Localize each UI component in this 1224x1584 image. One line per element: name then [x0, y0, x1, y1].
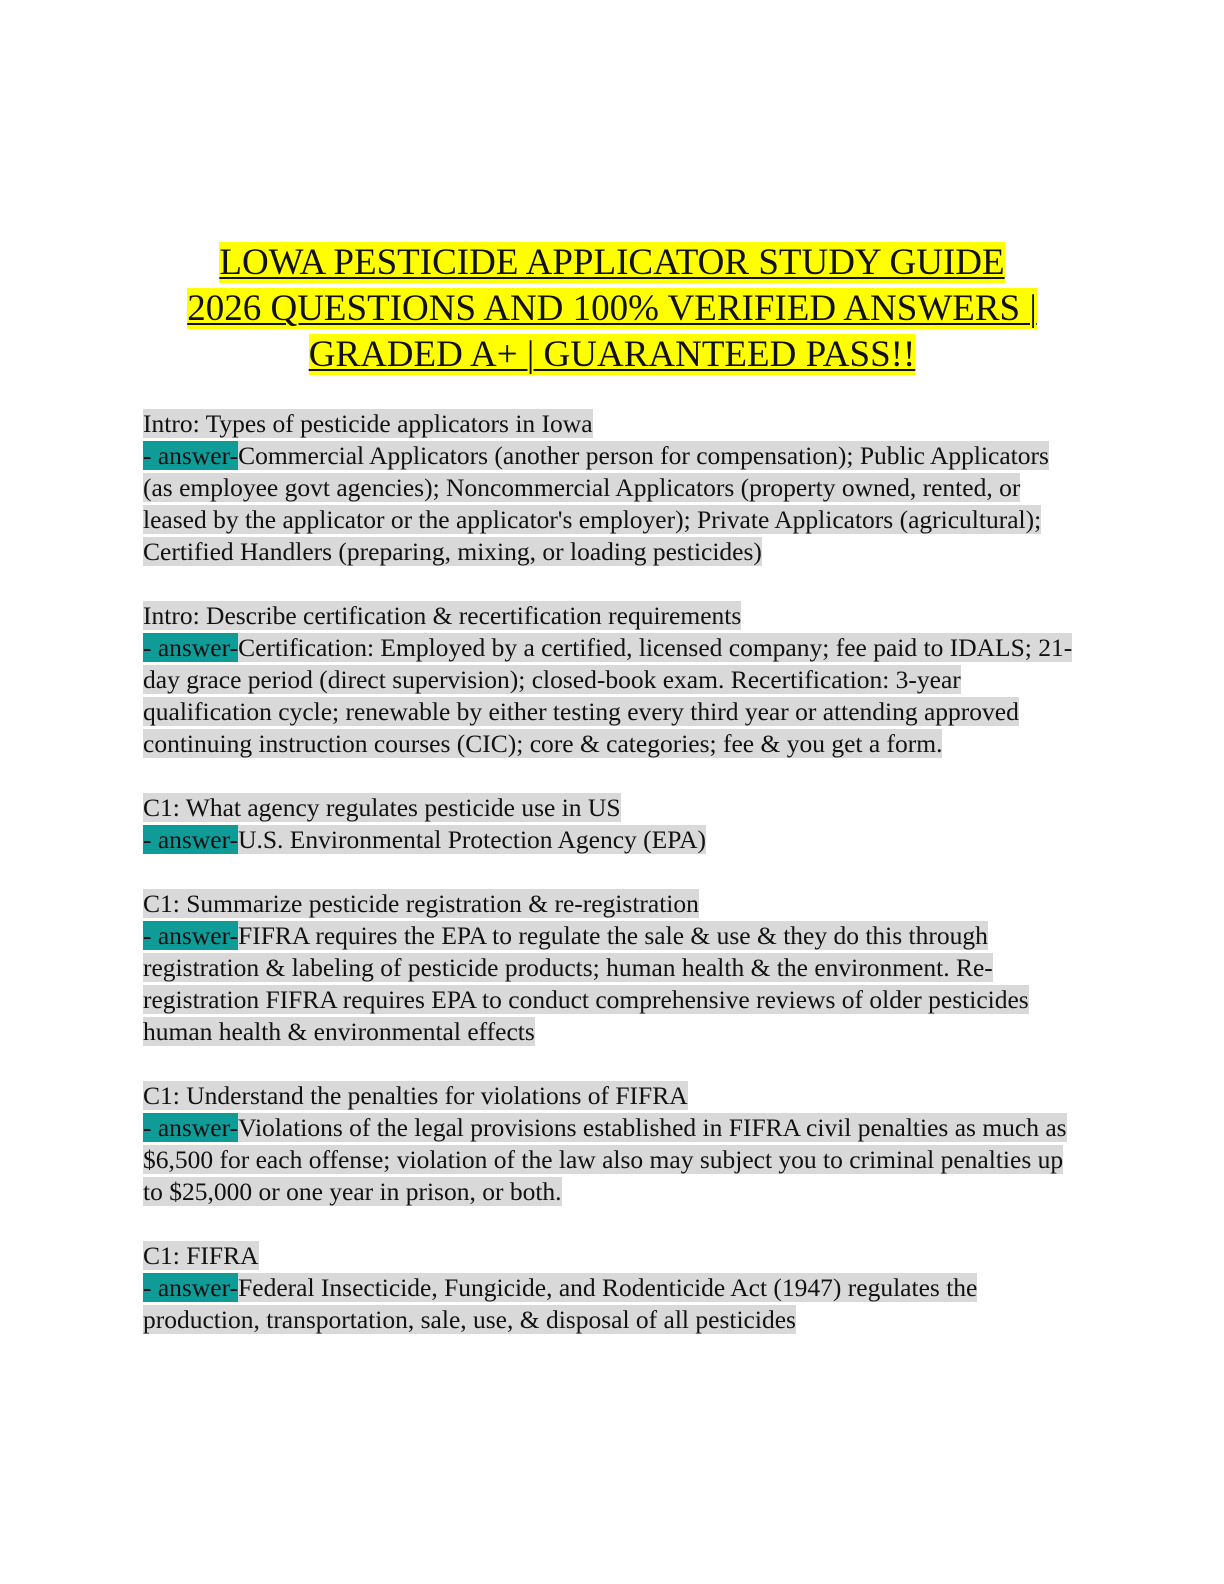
- qa-item: [143, 1240, 1078, 1336]
- title-line-2: 2026 QUESTIONS AND 100% VERIFIED ANSWERS |: [187, 288, 1037, 329]
- answer-text: FIFRA requires the EPA to regulate the sale & use & they do this through registration & labeling of pesticide products; human health & the environment. Re-registration FIFRA requires EPA to conduct comprehensive reviews of older pesticides human health & environmental effects: [143, 921, 1029, 1046]
- question-text: Intro: Describe certification & recertification requirements: [143, 601, 742, 630]
- question-text: C1: What agency regulates pesticide use in US: [143, 793, 621, 822]
- qa-item: [143, 408, 1078, 568]
- answer-label: - answer-: [143, 825, 239, 854]
- answer-label: - answer-: [143, 441, 239, 470]
- answer-label: - answer-: [143, 633, 239, 662]
- qa-item: [143, 888, 1078, 1048]
- question-text: Intro: Types of pesticide applicators in Iowa: [143, 409, 593, 438]
- answer-text: Certification: Employed by a certified, licensed company; fee paid to IDALS; 21-day grace period (direct supervision); closed-book exam. Recertification: 3-year qualification cycle; renewable by either testing every third year or attending approved continuing instruction courses (CIC); core & categories; fee & you get a form.: [143, 633, 1073, 758]
- answer-text: U.S. Environmental Protection Agency (EPA): [238, 825, 706, 854]
- qa-list: [143, 408, 1078, 1368]
- question-text: C1: Summarize pesticide registration & re-registration: [143, 889, 699, 918]
- answer-label: - answer-: [143, 921, 239, 950]
- document-title: [100, 240, 1124, 378]
- title-line-3: GRADED A+ | GUARANTEED PASS!!: [308, 334, 916, 375]
- answer-text: Federal Insecticide, Fungicide, and Rodenticide Act (1947) regulates the production, transportation, sale, use, & disposal of all pesticides: [143, 1273, 978, 1334]
- title-line-1: LOWA PESTICIDE APPLICATOR STUDY GUIDE: [219, 242, 1005, 283]
- qa-item: [143, 600, 1078, 760]
- answer-text: Commercial Applicators (another person for compensation); Public Applicators (as employee govt agencies); Noncommercial Applicators (property owned, rented, or leased by the applicator or the applicator's employer); Private Applicators (agricultural); Certified Handlers (preparing, mixing, or loading pesticides): [143, 441, 1049, 566]
- question-text: C1: FIFRA: [143, 1241, 259, 1270]
- question-text: C1: Understand the penalties for violations of FIFRA: [143, 1081, 688, 1110]
- qa-item: [143, 792, 1078, 856]
- answer-text: Violations of the legal provisions established in FIFRA civil penalties as much as $6,500 for each offense; violation of the law also may subject you to criminal penalties up to $25,000 or one year in prison, or both.: [143, 1113, 1067, 1206]
- answer-label: - answer-: [143, 1273, 239, 1302]
- answer-label: - answer-: [143, 1113, 239, 1142]
- qa-item: [143, 1080, 1078, 1208]
